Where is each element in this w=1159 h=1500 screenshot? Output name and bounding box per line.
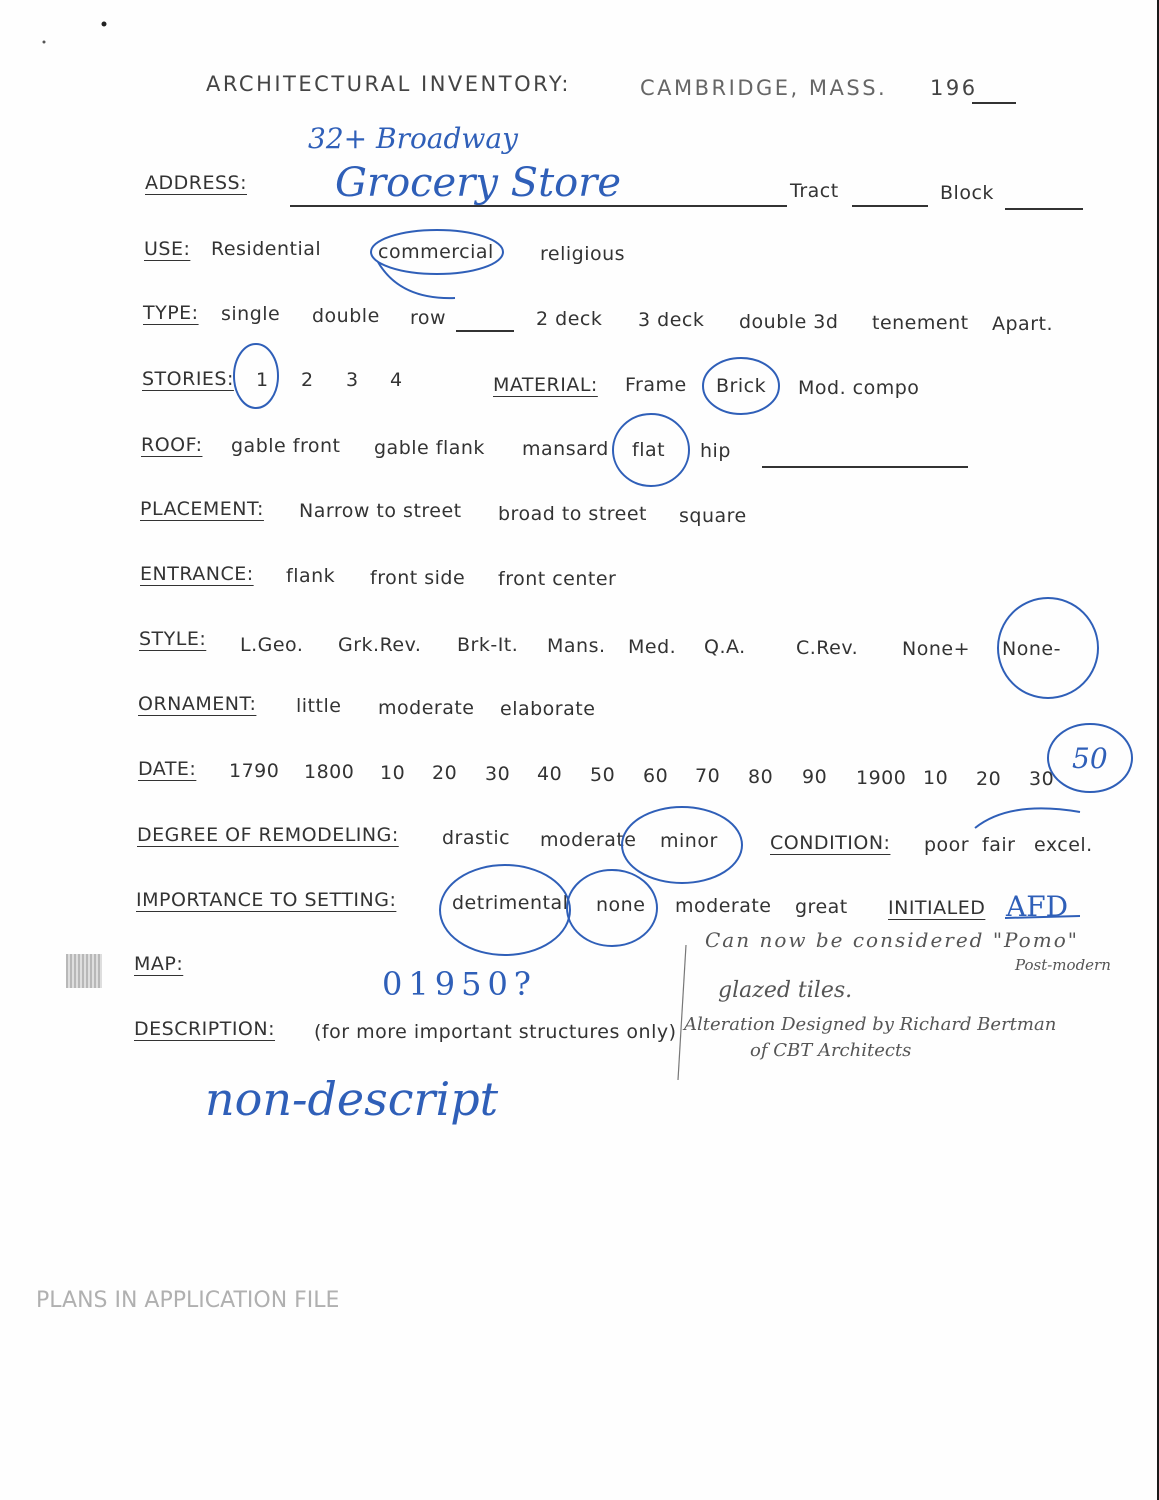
condition-option: poor — [924, 834, 970, 856]
pencil-note: Post-modern — [1015, 956, 1111, 974]
importance-option: great — [795, 896, 848, 918]
roof-blank-line — [762, 466, 968, 468]
date-option: 1800 — [304, 761, 355, 783]
date-option: 20 — [432, 762, 458, 784]
speck-mark — [43, 41, 46, 44]
address-blank-line — [290, 205, 787, 207]
entrance-option: flank — [286, 565, 336, 587]
roof-option: gable flank — [374, 437, 485, 459]
footer-note: PLANS IN APPLICATION FILE — [36, 1288, 340, 1313]
pencil-note: of CBT Architects — [750, 1040, 912, 1061]
material-option: Mod. compo — [798, 377, 920, 399]
date-option: 1900 — [856, 767, 907, 789]
style-option: Mans. — [547, 635, 606, 657]
entrance-option: front side — [370, 567, 466, 589]
importance-option: moderate — [675, 895, 772, 917]
form-year-prefix: 196 — [930, 76, 978, 100]
condition-option: excel. — [1034, 834, 1093, 856]
placement-option: broad to street — [498, 503, 648, 525]
tract-blank-line — [852, 205, 928, 207]
type-option: 2 deck — [536, 308, 603, 330]
style-option: None+ — [902, 638, 970, 660]
date-option: 90 — [802, 766, 828, 788]
ornament-label: ORNAMENT: — [138, 693, 257, 715]
type-option: Apart. — [992, 313, 1054, 335]
roof-option: mansard — [522, 438, 609, 460]
importance-option: detrimental — [452, 892, 569, 914]
date-option: 20 — [976, 768, 1002, 790]
address-street-handwritten: 32+ Broadway — [308, 122, 518, 155]
type-option: tenement — [872, 312, 969, 334]
style-option: C.Rev. — [796, 637, 859, 659]
block-blank-line — [1005, 208, 1083, 210]
importance-label: IMPORTANCE TO SETTING: — [136, 889, 397, 911]
material-option: Brick — [716, 375, 767, 397]
stories-option: 4 — [390, 369, 403, 391]
placement-label: PLACEMENT: — [140, 498, 264, 520]
style-option: None- — [1002, 638, 1061, 660]
type-option: 3 deck — [638, 309, 705, 331]
use-option: Residential — [211, 238, 322, 260]
material-option: Frame — [625, 374, 687, 396]
stories-label: STORIES: — [142, 368, 234, 390]
pencil-note: glazed tiles. — [718, 978, 853, 1003]
circle-mark — [975, 808, 1080, 828]
description-label: DESCRIPTION: — [134, 1018, 276, 1040]
style-option: L.Geo. — [240, 634, 304, 656]
address-value-handwritten: Grocery Store — [335, 160, 622, 206]
address-label: ADDRESS: — [145, 172, 247, 194]
date-option: 10 — [923, 767, 949, 789]
date-option: 40 — [537, 763, 563, 785]
entrance-option: front center — [498, 568, 617, 590]
date-option: 50 — [590, 764, 616, 786]
speck-mark — [102, 22, 107, 27]
pencil-divider — [678, 945, 686, 1080]
placement-option: square — [679, 505, 747, 527]
style-label: STYLE: — [139, 628, 207, 650]
remodeling-label: DEGREE OF REMODELING: — [137, 824, 399, 846]
style-option: Grk.Rev. — [338, 634, 422, 656]
initialed-label: INITIALED — [888, 897, 986, 919]
date-option: 10 — [380, 762, 406, 784]
date-option: 1790 — [229, 760, 280, 782]
stories-option: 2 — [301, 369, 314, 391]
date-option: 80 — [748, 766, 774, 788]
date-handwritten: 50 — [1072, 742, 1108, 775]
stories-option: 1 — [256, 369, 269, 391]
date-option: 60 — [643, 765, 669, 787]
type-option: double 3d — [739, 311, 839, 333]
roof-option: hip — [700, 440, 731, 462]
map-label: MAP: — [134, 953, 184, 975]
type-label: TYPE: — [143, 302, 199, 324]
block-label: Block — [940, 182, 994, 204]
style-option: Med. — [628, 636, 677, 658]
date-option: 30 — [1029, 768, 1055, 790]
stories-option: 3 — [346, 369, 359, 391]
initialed-value-handwritten: AFD — [1006, 890, 1069, 923]
type-option: row — [410, 307, 447, 329]
style-option: Brk-It. — [457, 634, 519, 656]
ornament-option: little — [296, 695, 342, 717]
placement-option: Narrow to street — [299, 500, 462, 522]
condition-label: CONDITION: — [770, 832, 891, 854]
condition-option: fair — [982, 834, 1016, 856]
remodeling-option: moderate — [540, 829, 637, 851]
ornament-option: elaborate — [500, 698, 596, 720]
paper-scuff-mark — [66, 954, 102, 988]
use-option: religious — [540, 243, 626, 265]
form-title: ARCHITECTURAL INVENTORY: — [206, 72, 571, 96]
pencil-note: Can now be considered "Pomo" — [705, 928, 1079, 952]
roof-label: ROOF: — [141, 434, 203, 456]
remodeling-option: drastic — [442, 827, 511, 849]
material-label: MATERIAL: — [493, 374, 598, 396]
description-hint: (for more important structures only) — [314, 1021, 677, 1043]
use-option: commercial — [378, 241, 494, 263]
map-value-handwritten: 01950? — [382, 965, 537, 1003]
type-option: double — [312, 305, 380, 327]
date-option: 30 — [485, 763, 511, 785]
circle-mark — [378, 262, 455, 298]
year-blank-line — [972, 102, 1016, 104]
use-label: USE: — [144, 238, 191, 260]
importance-option: none — [596, 894, 646, 916]
type-blank-line — [456, 330, 514, 332]
entrance-label: ENTRANCE: — [140, 563, 254, 585]
style-option: Q.A. — [704, 636, 746, 658]
ornament-option: moderate — [378, 697, 475, 719]
description-value-handwritten: non-descript — [205, 1072, 499, 1126]
pencil-note: Alteration Designed by Richard Bertman — [684, 1014, 1057, 1035]
date-label: DATE: — [138, 758, 197, 780]
type-option: single — [221, 303, 281, 325]
remodeling-option: minor — [660, 830, 718, 852]
roof-option: gable front — [231, 435, 341, 457]
form-city: CAMBRIDGE, MASS. — [640, 76, 888, 100]
date-option: 70 — [695, 765, 721, 787]
tract-label: Tract — [790, 180, 839, 202]
roof-option: flat — [632, 439, 666, 461]
